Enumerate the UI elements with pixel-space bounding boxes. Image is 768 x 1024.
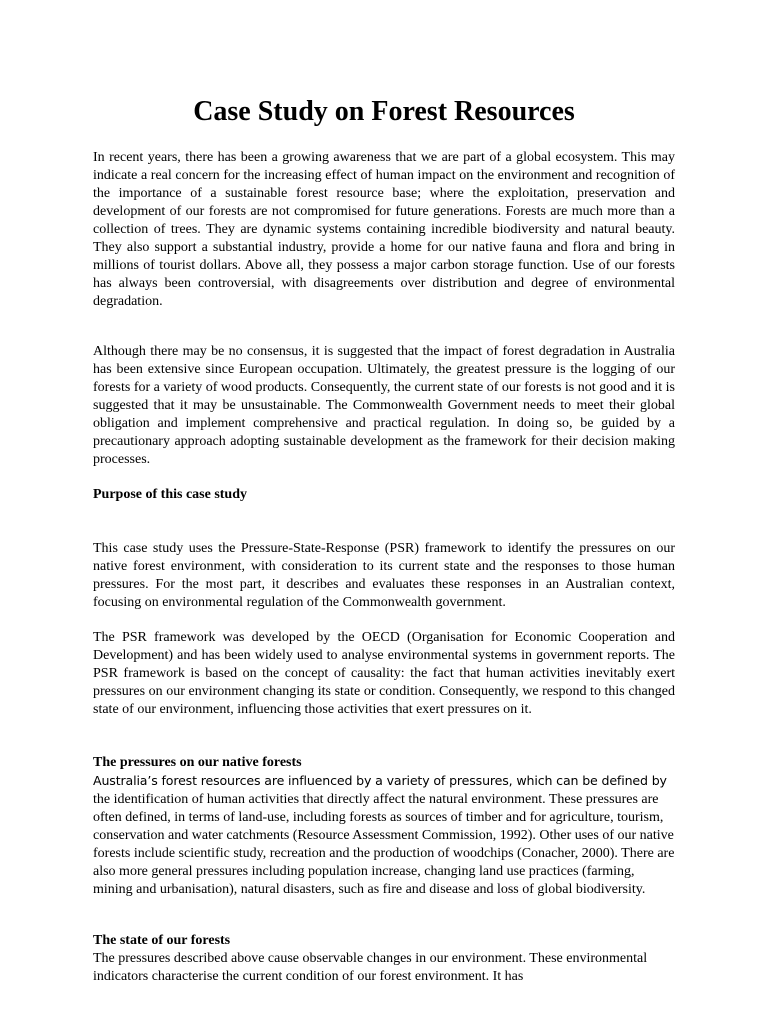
purpose-heading: Purpose of this case study (93, 487, 248, 502)
purpose-paragraph-2: The PSR framework was developed by the OECD (Organisation for Economic Cooperation and Development) and has been widely used to analyse environmental systems in government reports. The PSR framework is based on the concept of causality: the fact that human activities inevitably exert pressures on our environment changing its state or condition. Consequently, we respond to this changed state of our environment, influencing those activities that exert pressures on it. (93, 630, 675, 717)
pressures-first-line: Australia’s forest resources are influenced by a variety of pressures, which can be defined by (93, 773, 667, 788)
page-title: Case Study on Forest Resources (193, 96, 575, 127)
intro-paragraph-2: Although there may be no consensus, it is suggested that the impact of forest degradation in Australia has been extensive since European occupation. Ultimately, the greatest pressure is the logging of our forests for a variety of wood products. Consequently, the current state of our forests is not good and it is suggested that it may be unsustainable. The Commonwealth Government needs to meet their global obligation and implement comprehensive and practical regulation. In doing so, be guided by a precautionary approach adopting sustainable development as the framework for their decision making processes. (93, 344, 675, 467)
pressures-rest: the identification of human activities that directly affect the natural environment. These pressures are often defined, in terms of land-use, including forests as sources of timber and for agriculture, tourism, conservation and water catchments (Resource Assessment Commission, 1992). Other uses of our native forests include scientific study, recreation and the production of woodchips (Conacher, 2000). There are also more general pressures including population increase, changing land use practices (farming, mining and urbanisation), natural disasters, such as fire and disease and loss of global biodiversity. (93, 792, 675, 897)
pressures-paragraph (93, 772, 675, 899)
state-paragraph: The pressures described above cause observable changes in our environment. These environmental indicators characterise the current condition of our forest environment. It has (93, 951, 648, 984)
state-heading: The state of our forests (93, 933, 231, 948)
pressures-heading: The pressures on our native forests (93, 755, 302, 770)
intro-paragraph-1: In recent years, there has been a growing awareness that we are part of a global ecosystem. This may indicate a real concern for the increasing effect of human impact on the environment and recognition of the importance of a sustainable forest resource base; where the exploitation, preservation and development of our forests are not compromised for future generations. Forests are much more than a collection of trees. They are dynamic systems containing incredible biodiversity and natural beauty. They also support a substantial industry, provide a home for our native fauna and flora and bring in millions of tourist dollars. Above all, they possess a major carbon storage function. Use of our forests has always been controversial, with disagreements over distribution and degree of environmental degradation. (93, 150, 675, 309)
purpose-paragraph-1: This case study uses the Pressure-State-Response (PSR) framework to identify the pressures on our native forest environment, with consideration to its current state and the responses to those human pressures. For the most part, it describes and evaluates these responses in an Australian context, focusing on environmental regulation of the Commonwealth government. (93, 541, 675, 610)
